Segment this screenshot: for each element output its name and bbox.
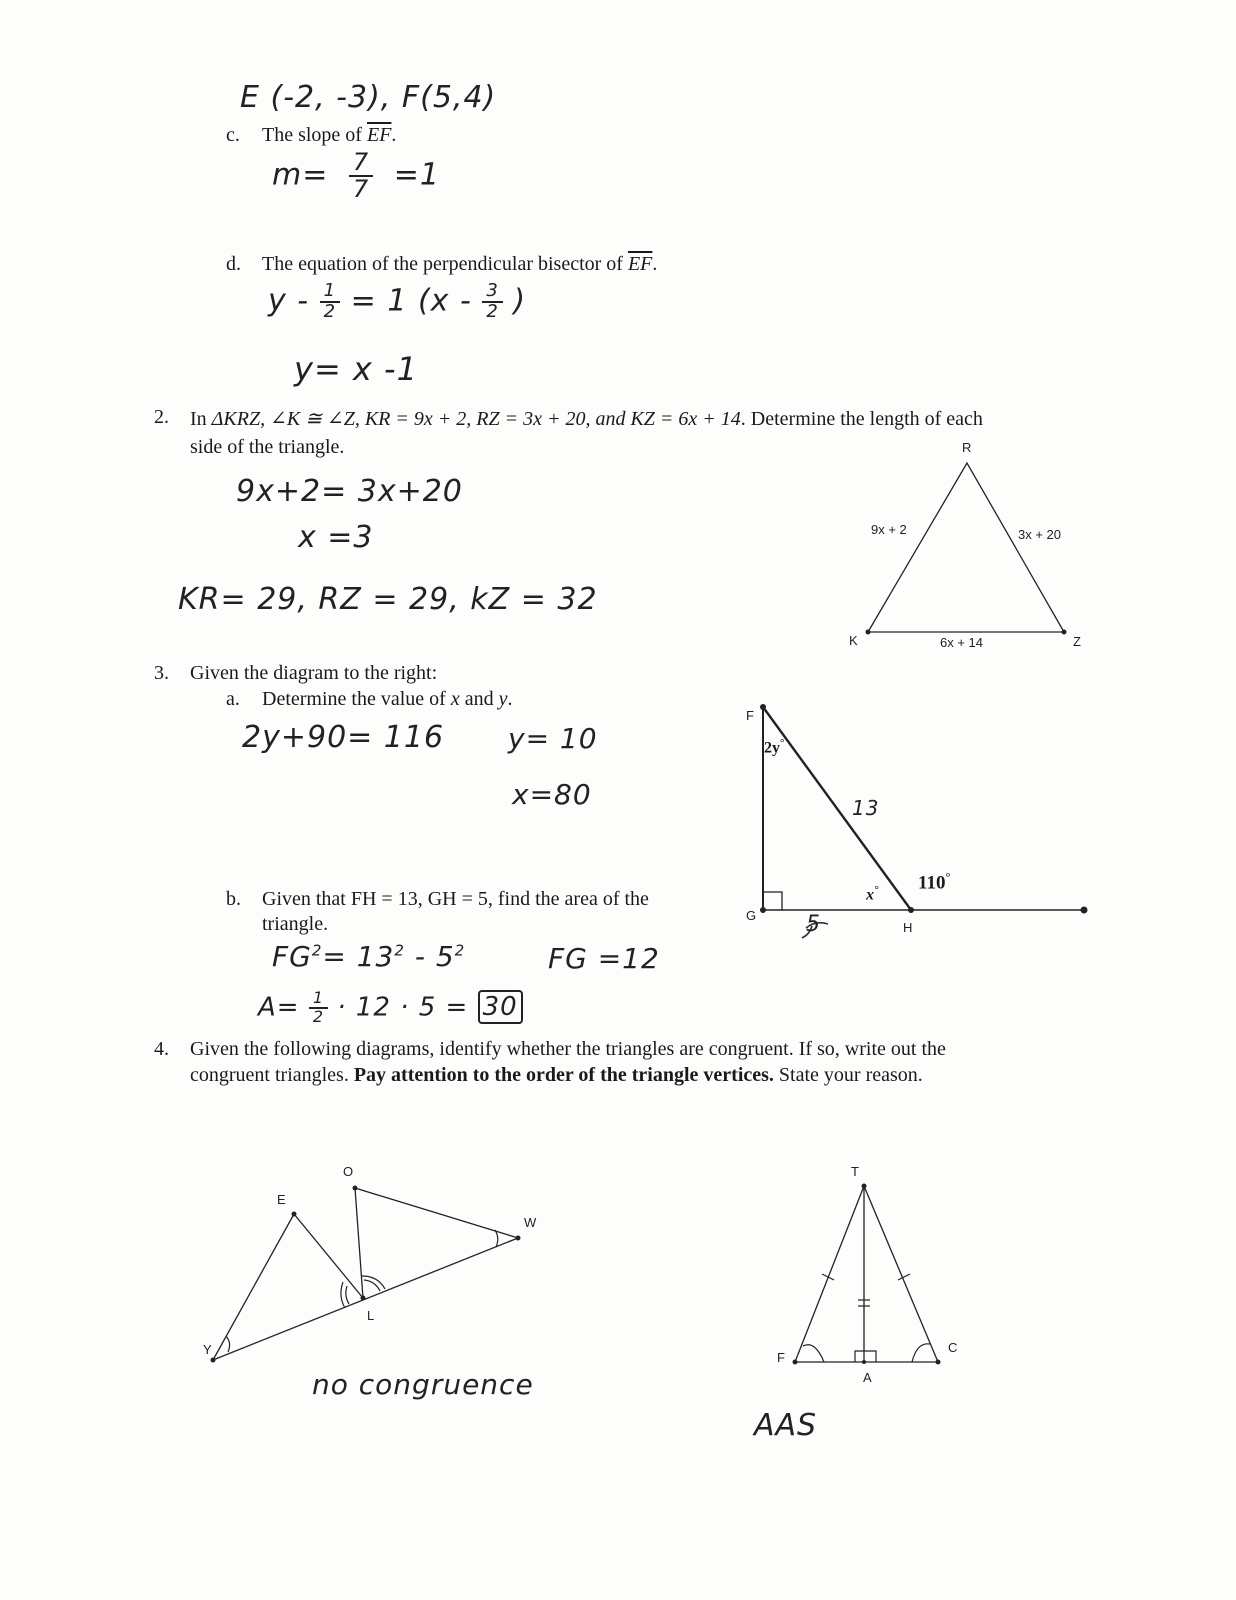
q2-text-line1: In ΔKRZ, ∠K ≅ ∠Z, KR = 9x + 2, RZ = 3x + 20, and KZ = 6x + 14. Determine the length of each	[190, 408, 983, 430]
vertex-y: Y	[203, 1342, 212, 1357]
vertex-a: A	[863, 1370, 872, 1385]
q2-number: 2.	[154, 406, 169, 428]
angle-2y-label: 2y°	[764, 737, 785, 757]
q3-a-work-2: y= 10	[508, 722, 598, 755]
angle-x-label: x°	[866, 884, 879, 904]
side-rz-label: 3x + 20	[1018, 527, 1062, 542]
area-answer-box: 30	[478, 990, 523, 1024]
item-c-label: c.	[226, 124, 240, 146]
q2-work-line1: 9x+2= 3x+20	[236, 474, 463, 509]
q3-a-prompt: Determine the value of x and y.	[262, 688, 513, 710]
angle-110-label: 110°	[918, 870, 951, 894]
vertex-k: K	[849, 633, 858, 648]
q3-b-prompt-line2: triangle.	[262, 913, 329, 935]
item-d-label: d.	[226, 253, 241, 275]
q2-work-line2: x =3	[298, 520, 374, 555]
q3-a-label: a.	[226, 688, 240, 710]
q3-b-work-1: $FG^2= 13^2 - 5^2$	[272, 940, 466, 973]
side-kr-label: 9x + 2	[871, 522, 907, 537]
vertex-e: E	[277, 1192, 286, 1207]
item-c-prompt: The slope of $\overline{EF}$.	[262, 124, 397, 146]
vertex-r: R	[962, 440, 972, 455]
q3-b-work-2: FG =12	[548, 942, 660, 975]
slope-work: m= $\frac{7}{7}$ =1	[272, 148, 440, 204]
points-handwritten: E (-2, -3), F(5,4)	[240, 80, 497, 115]
q2-text-line2: side of the triangle.	[190, 436, 345, 458]
vertex-l: L	[367, 1308, 375, 1323]
q4-number: 4.	[154, 1038, 169, 1060]
q3-b-work-3: A= $\frac{1}{2}$ · 12 · 5 = 30	[258, 990, 523, 1026]
q4-text-line1: Given the following diagrams, identify whether the triangles are congruent. If so, write out the	[190, 1038, 946, 1060]
left-answer: no congruence	[312, 1368, 534, 1401]
vertex-f2: F	[777, 1350, 785, 1365]
q3-number: 3.	[154, 662, 169, 684]
vertex-f: F	[746, 708, 754, 723]
vertex-z: Z	[1073, 634, 1081, 649]
right-answer: AAS	[754, 1408, 818, 1443]
bisector-work-line2: y= x -1	[294, 350, 418, 388]
q3-b-label: b.	[226, 888, 241, 910]
vertex-g: G	[746, 908, 757, 923]
vertex-w: W	[524, 1215, 537, 1230]
q3-a-work-1: 2y+90= 116	[242, 720, 445, 755]
segment-ef: $\overline{EF}$	[366, 124, 392, 146]
vertex-h: H	[903, 920, 913, 935]
segment-ef-2: $\overline{EF}$	[627, 253, 653, 275]
q4-text-line2: congruent triangles. Pay attention to the order of the triangle vertices. State your reason.	[190, 1064, 923, 1086]
side-5-label: 5	[806, 912, 821, 937]
side-13-label: 13	[852, 796, 880, 820]
q3-b-prompt-line1: Given that FH = 13, GH = 5, find the area of the	[262, 888, 649, 910]
vertex-o: O	[343, 1164, 354, 1179]
bisector-work-line1: y - $\frac{1}{2}$ = 1 (x - $\frac{3}{2}$ )	[268, 280, 527, 322]
q3-a-work-3: x=80	[512, 778, 592, 811]
side-kz-label: 6x + 14	[940, 635, 984, 650]
item-d-prompt: The equation of the perpendicular bisector of $\overline{EF}$.	[262, 253, 658, 275]
vertex-t: T	[851, 1164, 859, 1179]
vertex-c: C	[948, 1340, 958, 1355]
q2-work-line3: KR= 29, RZ = 29, kZ = 32	[178, 582, 598, 617]
q3-intro: Given the diagram to the right:	[190, 662, 438, 684]
